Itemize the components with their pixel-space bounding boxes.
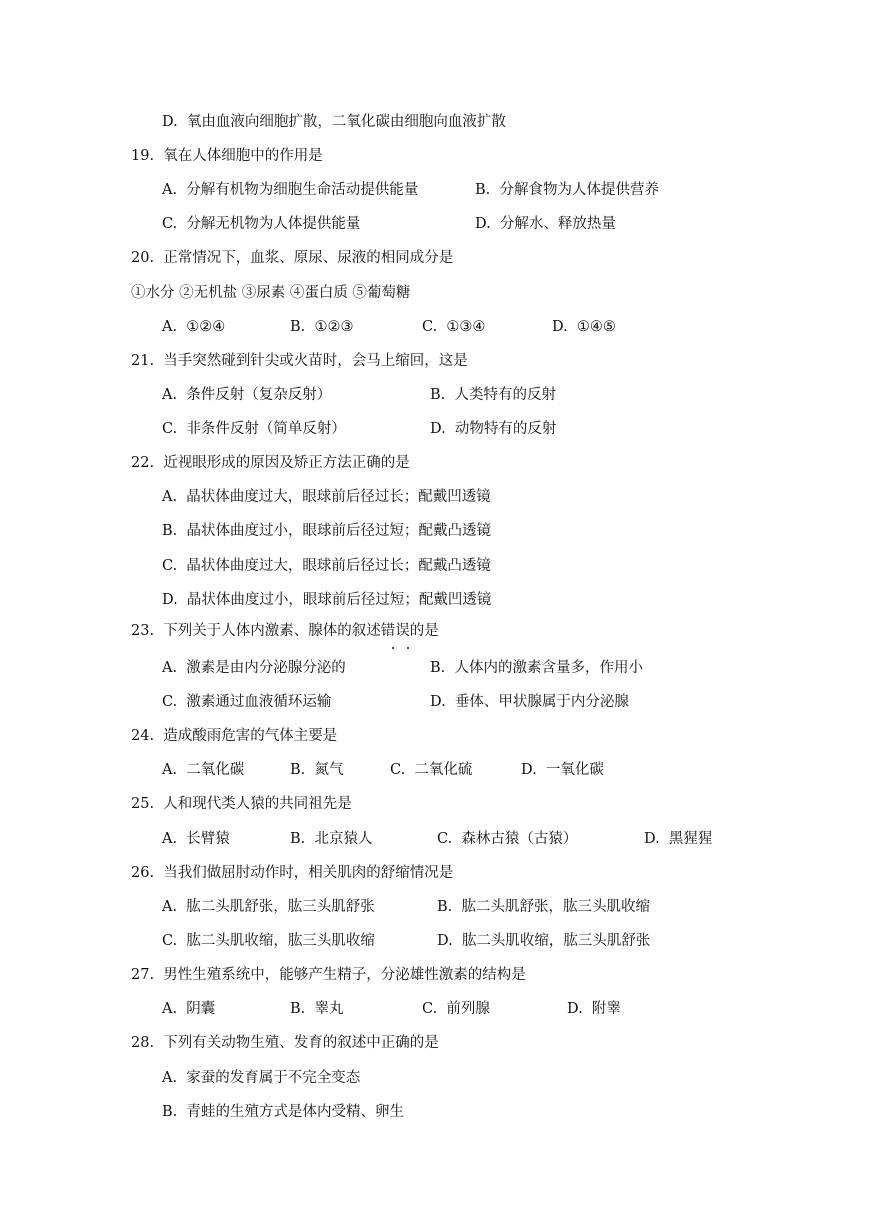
q21-option-d: D. 动物特有的反射 — [430, 421, 557, 437]
q25-option-a: A. 长臂猿 — [162, 831, 230, 847]
q21-stem: 21. 当手突然碰到针尖或火苗时，会马上缩回，这是 — [131, 353, 468, 369]
q25-option-b: B. 北京猿人 — [290, 831, 373, 847]
q19-option-b: B. 分解食物为人体提供营养 — [475, 182, 659, 198]
q20-option-d: D. ①④⑤ — [552, 319, 616, 335]
q19-option-c: C. 分解无机物为人体提供能量 — [162, 216, 361, 232]
q21-option-b: B. 人类特有的反射 — [430, 387, 556, 403]
emphasis-dot — [392, 647, 394, 649]
q28-option-a: A. 家蚕的发育属于不完全变态 — [162, 1070, 361, 1086]
q27-option-a: A. 阴囊 — [162, 1001, 216, 1017]
q20-option-c: C. ①③④ — [422, 319, 486, 335]
q22-option-c: C. 晶状体曲度过大，眼球前后径过长；配戴凸透镜 — [162, 558, 491, 574]
q28-stem: 28. 下列有关动物生殖、发育的叙述中正确的是 — [131, 1035, 439, 1051]
q27-option-d: D. 附睾 — [567, 1001, 621, 1017]
q24-option-d: D. 一氧化碳 — [521, 762, 604, 778]
q19-option-a: A. 分解有机物为细胞生命活动提供能量 — [162, 182, 419, 198]
q26-option-d: D. 肱二头肌收缩，肱三头肌舒张 — [437, 933, 651, 949]
q20-option-a: A. ①②④ — [162, 319, 226, 335]
q22-option-d: D. 晶状体曲度过小，眼球前后径过短；配戴凹透镜 — [162, 592, 492, 608]
q26-option-c: C. 肱二头肌收缩，肱三头肌收缩 — [162, 933, 375, 949]
emphasis-dot — [407, 647, 409, 649]
q23-option-d: D. 垂体、甲状腺属于内分泌腺 — [430, 694, 629, 710]
q26-option-a: A. 肱二头肌舒张，肱三头肌舒张 — [162, 899, 375, 915]
q21-option-c: C. 非条件反射（简单反射） — [162, 421, 346, 437]
q25-stem: 25. 人和现代类人猿的共同祖先是 — [131, 796, 352, 812]
q20-option-b: B. ①②③ — [290, 319, 354, 335]
q23-option-c: C. 激素通过血液循环运输 — [162, 694, 332, 710]
q26-option-b: B. 肱二头肌舒张，肱三头肌收缩 — [437, 899, 650, 915]
q28-option-b: B. 青蛙的生殖方式是体内受精、卵生 — [162, 1104, 404, 1120]
q24-stem: 24. 造成酸雨危害的气体主要是 — [131, 728, 338, 744]
q27-stem: 27. 男性生殖系统中，能够产生精子，分泌雄性激素的结构是 — [131, 967, 526, 983]
q20-items: ①水分 ②无机盐 ③尿素 ④蛋白质 ⑤葡萄糖 — [131, 285, 411, 301]
q23-option-b: B. 人体内的激素含量多，作用小 — [430, 660, 643, 676]
q24-option-b: B. 氮气 — [290, 762, 344, 778]
q21-option-a: A. 条件反射（复杂反射） — [162, 387, 332, 403]
q22-stem: 22. 近视眼形成的原因及矫正方法正确的是 — [131, 455, 410, 471]
q18-option-d: D. 氧由血液向细胞扩散，二氧化碳由细胞向血液扩散 — [162, 114, 506, 130]
q27-option-b: B. 睾丸 — [290, 1001, 344, 1017]
q27-option-c: C. 前列腺 — [422, 1001, 490, 1017]
q19-option-d: D. 分解水、释放热量 — [475, 216, 616, 232]
q23-option-a: A. 激素是由内分泌腺分泌的 — [162, 660, 346, 676]
q24-option-a: A. 二氧化碳 — [162, 762, 245, 778]
q22-option-a: A. 晶状体曲度过大，眼球前后径过长；配戴凹透镜 — [162, 489, 491, 505]
q25-option-d: D. 黑猩猩 — [644, 831, 713, 847]
q20-stem: 20. 正常情况下，血浆、原尿、尿液的相同成分是 — [131, 250, 454, 266]
q24-option-c: C. 二氧化硫 — [390, 762, 473, 778]
q25-option-c: C. 森林古猿（古猿） — [437, 831, 578, 847]
q19-stem: 19. 氧在人体细胞中的作用是 — [131, 148, 323, 164]
q22-option-b: B. 晶状体曲度过小，眼球前后径过短；配戴凸透镜 — [162, 523, 491, 539]
q23-stem: 23. 下列关于人体内激素、腺体的叙述错误的是 — [131, 623, 439, 639]
q26-stem: 26. 当我们做屈肘动作时，相关肌肉的舒缩情况是 — [131, 865, 454, 881]
